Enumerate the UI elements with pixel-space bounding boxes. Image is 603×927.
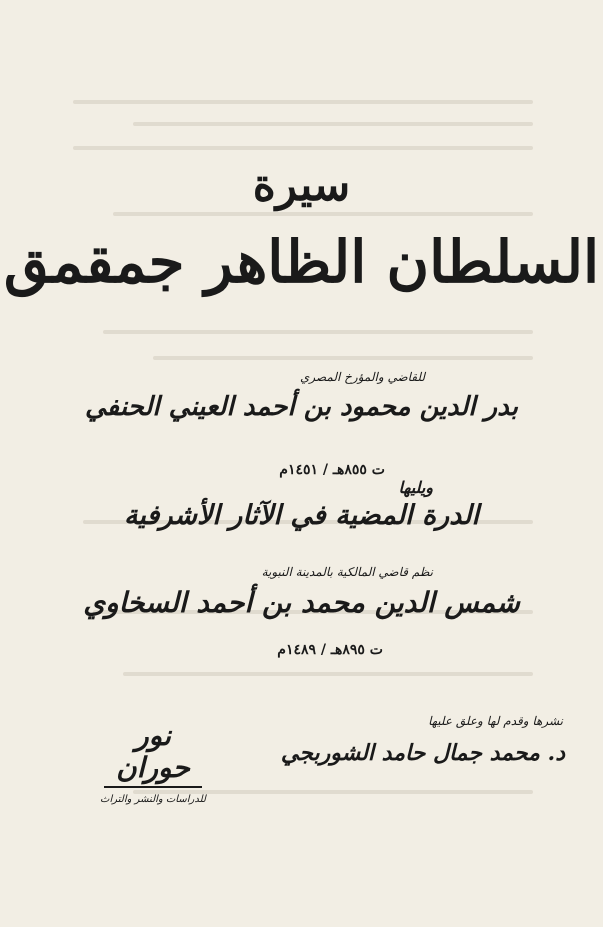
editor-label: نشرها وقدم لها وعلق عليها bbox=[428, 714, 563, 728]
author-name: بدر الدين محمود بن أحمد العيني الحنفي bbox=[85, 392, 518, 422]
show-through-line bbox=[113, 212, 533, 216]
second-author-name: شمس الدين محمد بن أحمد السخاوي bbox=[83, 586, 520, 619]
show-through-line bbox=[153, 356, 533, 360]
publisher-logo bbox=[98, 720, 208, 805]
publisher-subtitle: للدراسات والنشر والتراث bbox=[100, 794, 206, 805]
publisher-underline bbox=[104, 786, 202, 788]
show-through-line bbox=[133, 122, 533, 126]
show-through-line bbox=[123, 672, 533, 676]
followed-by-label: ويليها bbox=[398, 478, 433, 497]
author-death-date: ت ٨٥٥هـ / ١٤٥١م bbox=[279, 462, 385, 478]
work-type-heading: سيرة bbox=[252, 160, 351, 211]
author-label: للقاضي والمؤرخ المصري bbox=[300, 370, 425, 384]
second-author-label: نظم قاضي المالكية بالمدينة النبوية bbox=[261, 565, 433, 579]
show-through-line bbox=[73, 100, 533, 104]
show-through-line bbox=[103, 330, 533, 334]
book-title: السلطان الظاهر جمقمق bbox=[3, 228, 600, 296]
editor-name: د. محمد جمال حامد الشوربجي bbox=[280, 740, 565, 766]
publisher-name: نور حوران bbox=[116, 719, 190, 784]
second-work-title: الدرة المضية في الآثار الأشرفية bbox=[123, 500, 480, 531]
show-through-line bbox=[73, 146, 533, 150]
second-author-death-date: ت ٨٩٥هـ / ١٤٨٩م bbox=[277, 642, 383, 658]
